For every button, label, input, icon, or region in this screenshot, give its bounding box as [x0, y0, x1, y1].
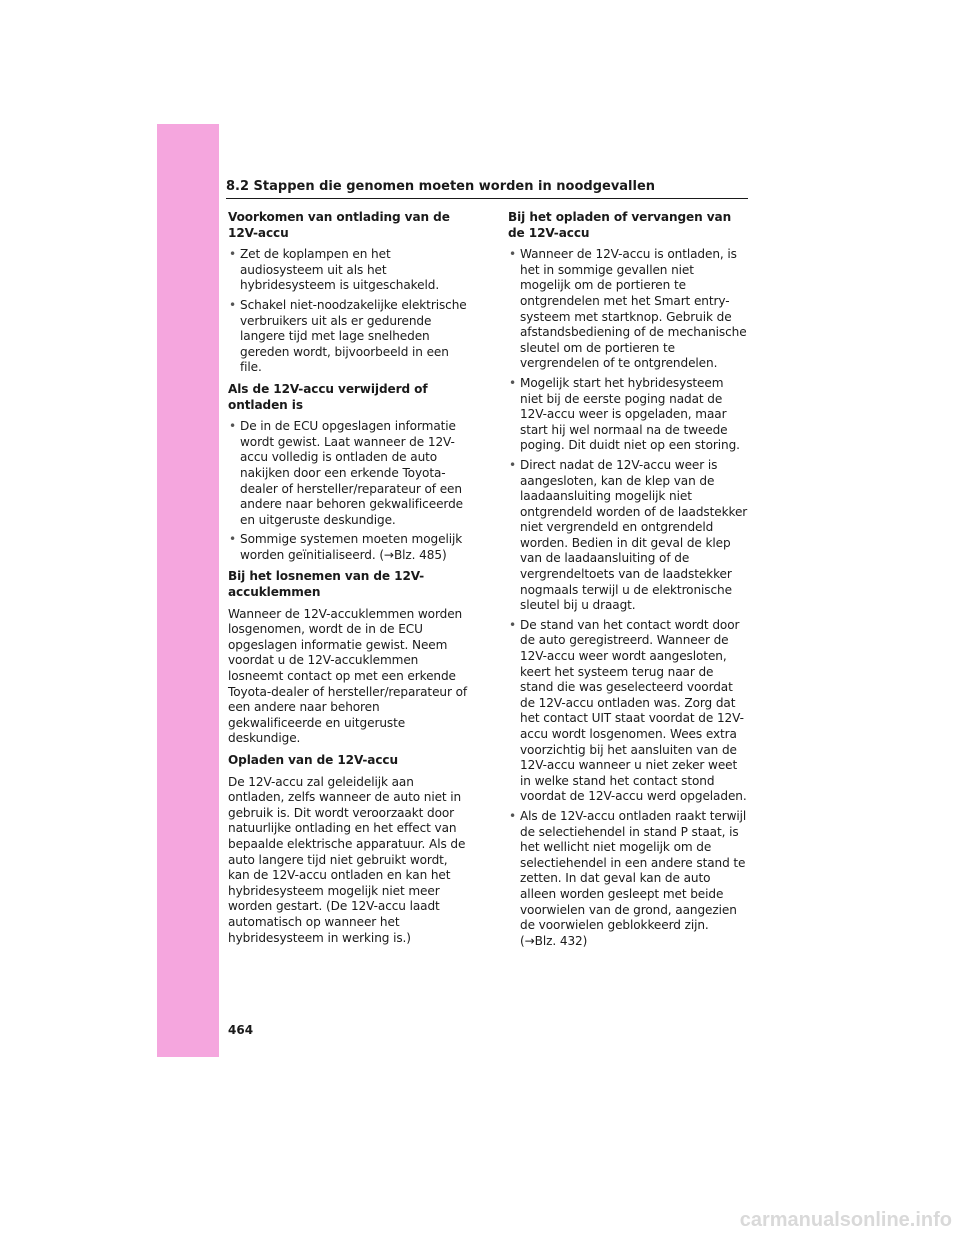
watermark: carmanualsonline.info: [739, 1209, 952, 1231]
left-column: [228, 210, 468, 952]
list-item: • Schakel niet-noodzakelijke elektrische verbruikers uit als er gedurende langere tijd met lage snelheden gereden wordt, bijvoorbeeld in een file.: [228, 298, 468, 376]
page-number: 464: [228, 1023, 254, 1037]
list-prevent-discharge: [228, 247, 468, 376]
right-column: [508, 210, 748, 955]
heading-charging: Opladen van de 12V-accu: [228, 753, 398, 767]
list-item: • Mogelijk start het hybridesysteem niet bij de eerste poging nadat de 12V-accu weer is opgeladen, maar start hij wel normaal na de tweede poging. Dit duidt niet op een storing.: [508, 376, 748, 454]
list-item: • De stand van het contact wordt door de auto geregistreerd. Wanneer de 12V-accu weer wordt aangesloten, keert het systeem terug naar de stand die was geselecteerd voordat de 12V-accu ontladen was. Zorg dat het contact UIT staat voordat de 12V-accu wordt losgenomen. Wees extra voorzichtig bij het aansluiten van de 12V-accu wanneer u niet zeker weet in welke stand het contact stond voordat de 12V-accu werd opgeladen.: [508, 618, 748, 805]
heading-charging-replacing: Bij het opladen of vervangen van de 12V-accu: [508, 210, 732, 240]
heading-prevent-discharge: Voorkomen van ontlading van de 12V-accu: [228, 210, 450, 240]
heading-battery-removed: Als de 12V-accu verwijderd of ontladen is: [228, 381, 428, 412]
list-item: • Zet de koplampen en het audiosysteem uit als het hybridesysteem is uitgeschakeld.: [228, 247, 468, 294]
paragraph-disconnect-terminals: Wanneer de 12V-accuklemmen worden losgenomen, wordt de in de ECU opgeslagen informatie gewist. Neem voordat u de 12V-accuklemmen losneemt contact op met een erkende Toyota-dealer of hersteller/reparateur of een andere naar behoren gekwalificeerde en uitgeruste deskundige.: [228, 606, 468, 746]
list-item: • De in de ECU opgeslagen informatie wordt gewist. Laat wanneer de 12V-accu volledig is ontladen de auto nakijken door een erkende Toyota-dealer of hersteller/reparateur of een andere naar behoren gekwalificeerde en uitgeruste deskundige.: [228, 419, 468, 528]
list-battery-removed: [228, 419, 468, 563]
paragraph-charging: De 12V-accu zal geleidelijk aan ontladen, zelfs wanneer de auto niet in gebruik is. Dit wordt veroorzaakt door natuurlijke ontlading en het effect van bepaalde elektrische apparatuur. Als de auto langere tijd niet gebruikt wordt, kan de 12V-accu ontladen en kan het hybridesysteem mogelijk niet meer worden gestart. (De 12V-accu laadt automatisch op wanneer het hybridesysteem in werking is.): [228, 774, 466, 945]
list-item: • Wanneer de 12V-accu is ontladen, is het in sommige gevallen niet mogelijk om de portieren te ontgrendelen met het Smart entry-systeem met startknop. Gebruik de afstandsbediening of de mechanische sleutel om de portieren te vergrendelen of te ontgrendelen.: [508, 247, 748, 372]
list-charging-replacing: [508, 247, 748, 949]
list-item: • Direct nadat de 12V-accu weer is aangesloten, kan de klep van de laadaansluiting mogelijk niet ontgrendeld worden of de laadstekker niet vergrendeld en ontgrendeld worden. Bedien in dit geval de klep van de laadaansluiting of de vergrendeltoets van de laadstekker nogmaals terwijl u de elektronische sleutel bij u draagt.: [508, 458, 748, 614]
section-color-band: [157, 124, 219, 1057]
heading-disconnect-terminals: Bij het losnemen van de 12V-accuklemmen: [228, 569, 425, 600]
list-item: • Als de 12V-accu ontladen raakt terwijl de selectiehendel in stand P staat, is het wellicht niet mogelijk om de selectiehendel in een andere stand te zetten. In dat geval kan de auto alleen worden gesleept met beide voorwielen van de grond, aangezien de voorwielen geblokkeerd zijn. (→Blz. 432): [508, 809, 748, 949]
section-header: 8.2 Stappen die genomen moeten worden in noodgevallen: [226, 178, 748, 199]
list-item: • Sommige systemen moeten mogelijk worden geïnitialiseerd. (→Blz. 485): [228, 532, 468, 563]
